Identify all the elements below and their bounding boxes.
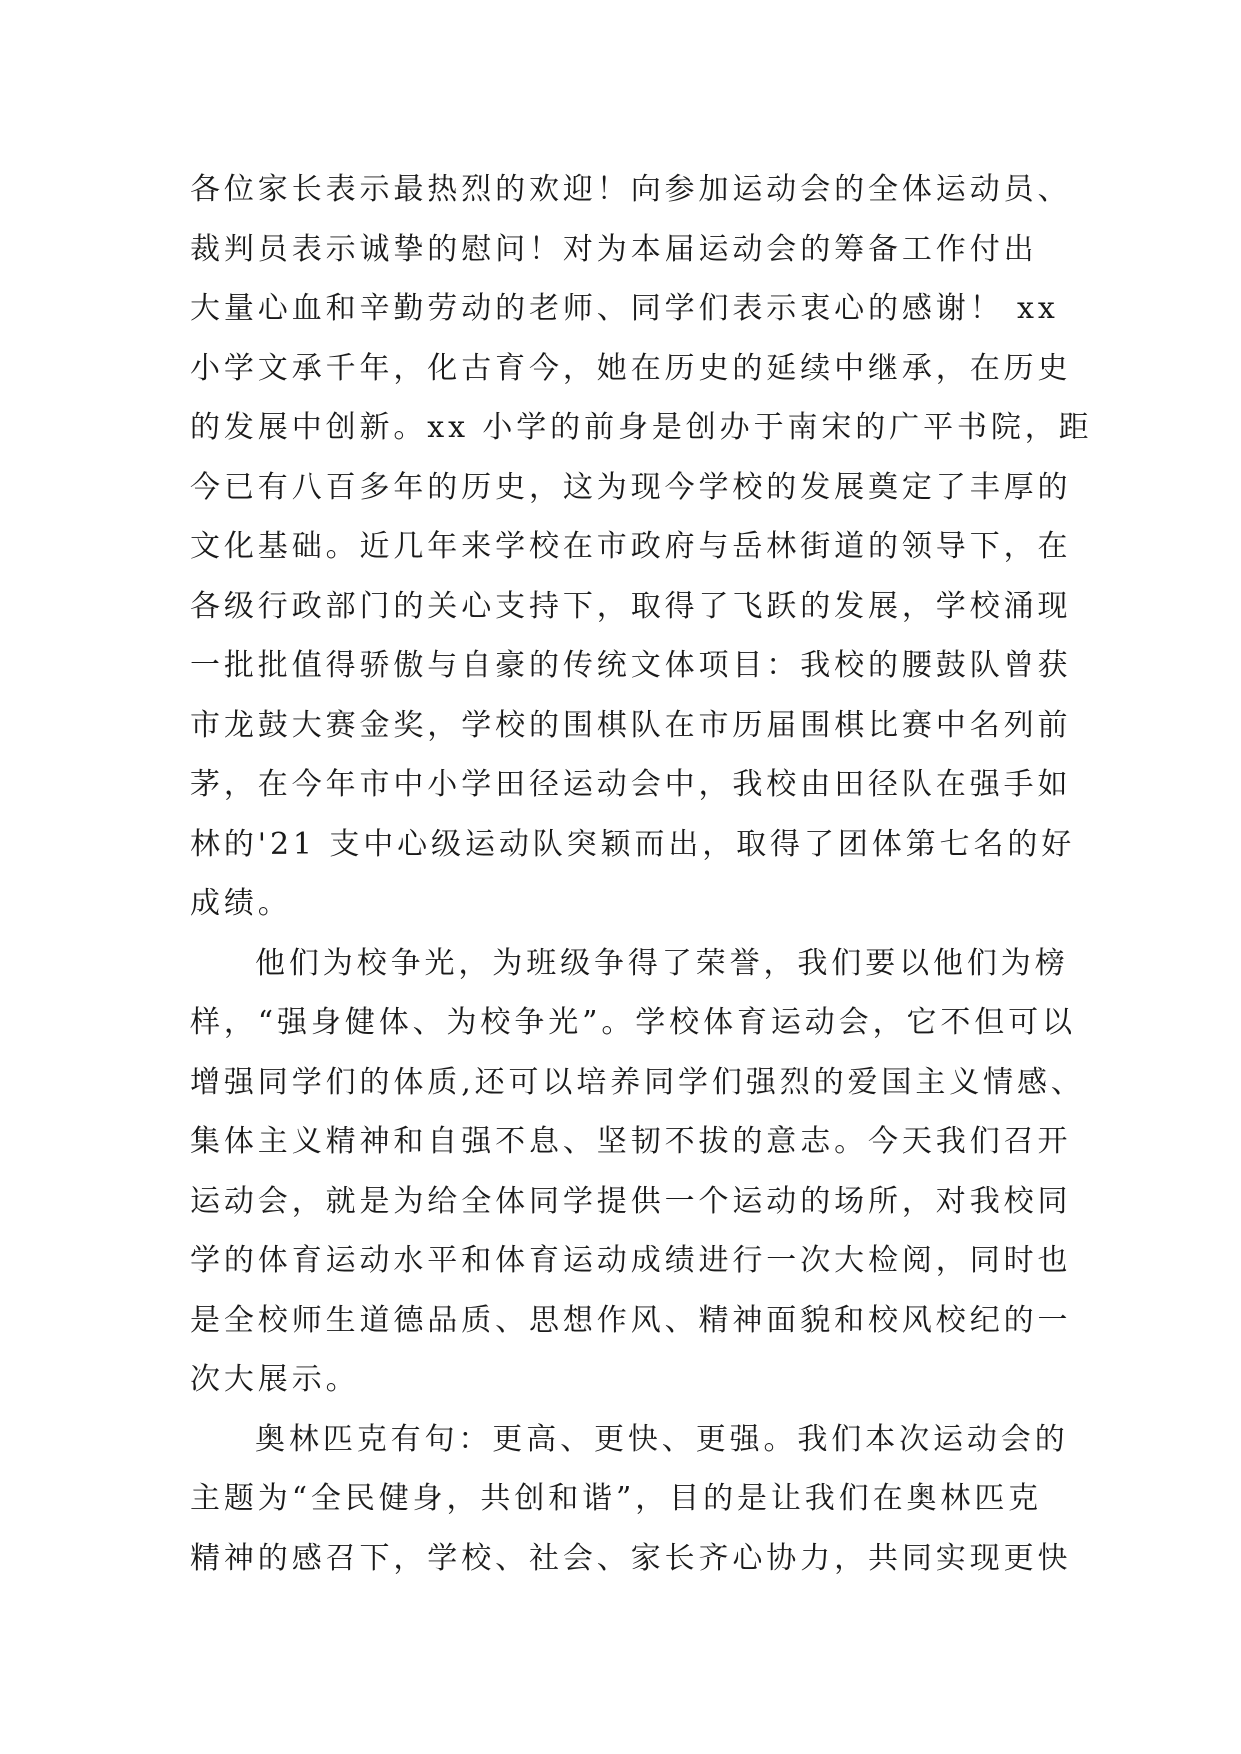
text-line: 各级行政部门的关心支持下，取得了飞跃的发展，学校涌现 <box>190 588 1072 624</box>
text-line: 是全校师生道德品质、思想作风、精神面貌和校风校纪的一 <box>190 1302 1072 1338</box>
text-line: 样，“强身健体、为校争光”。学校体育运动会，它不但可以 <box>190 1005 1076 1040</box>
text-line: 文化基础。近几年来学校在市政府与岳林街道的领导下，在 <box>190 529 1072 564</box>
paragraph-3 <box>190 1410 1070 1589</box>
text-line: 成绩。 <box>190 886 292 921</box>
text-line: 精神的感召下，学校、社会、家长齐心协力，共同实现更快 <box>190 1540 1072 1576</box>
text-line: 增强同学们的体质,还可以培养同学们强烈的爱国主义情感、 <box>190 1064 1085 1100</box>
paragraph-2 <box>190 934 1085 1410</box>
document-body <box>190 160 1093 1588</box>
text-line: 林的'21 支中心级运动队突颖而出，取得了团体第七名的好 <box>190 826 1076 862</box>
text-line: 次大展示。 <box>190 1362 360 1397</box>
text-line: 主题为“全民健身，共创和谐”，目的是让我们在奥林匹克 <box>190 1481 1043 1516</box>
text-line: 一批批值得骄傲与自豪的传统文体项目：我校的腰鼓队曾获 <box>190 648 1072 683</box>
text-line: 小学文承千年，化古育今，她在历史的延续中继承，在历史 <box>190 350 1072 386</box>
text-line: 各位家长表示最热烈的欢迎！向参加运动会的全体运动员、 <box>190 172 1072 207</box>
text-line: 茅，在今年市中小学田径运动会中，我校由田径队在强手如 <box>190 767 1072 802</box>
paragraph-1 <box>190 160 1093 934</box>
text-line: 大量心血和辛勤劳动的老师、同学们表示衷心的感谢！ xx <box>190 291 1059 326</box>
text-line-indented: 他们为校争光，为班级争得了荣誉，我们要以他们为榜 <box>255 945 1069 981</box>
text-line: 今已有八百多年的历史，这为现今学校的发展奠定了丰厚的 <box>190 469 1072 505</box>
text-line: 市龙鼓大赛金奖，学校的围棋队在市历届围棋比赛中名列前 <box>190 707 1072 743</box>
text-line: 学的体育运动水平和体育运动成绩进行一次大检阅，同时也 <box>190 1243 1072 1278</box>
text-line: 集体主义精神和自强不息、坚韧不拔的意志。今天我们召开 <box>190 1124 1072 1159</box>
text-line: 裁判员表示诚挚的慰问！对为本届运动会的筹备工作付出 <box>190 231 1038 267</box>
text-line: 的发展中创新。xx 小学的前身是创办于南宋的广平书院，距 <box>190 410 1093 445</box>
text-line-indented: 奥林匹克有句：更高、更快、更强。我们本次运动会的 <box>255 1421 1069 1457</box>
text-line: 运动会，就是为给全体同学提供一个运动的场所，对我校同 <box>190 1183 1072 1219</box>
